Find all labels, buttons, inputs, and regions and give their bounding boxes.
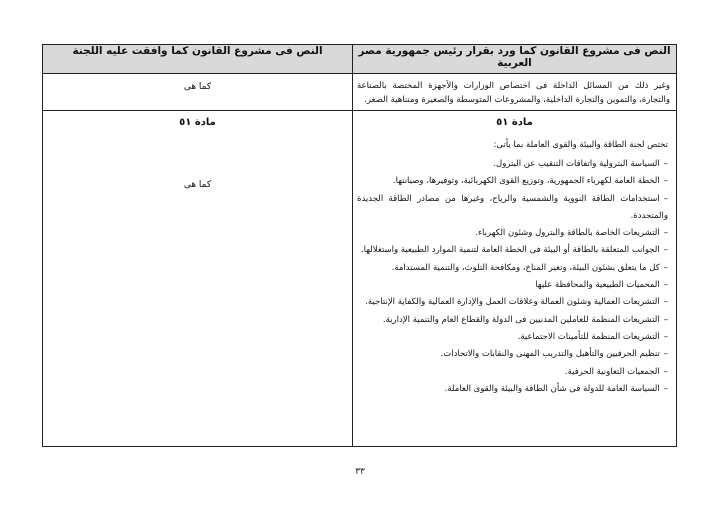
list-item — [357, 173, 668, 190]
list-item — [357, 329, 668, 346]
intro-committee-text: كما هى — [183, 82, 212, 92]
list-item — [357, 381, 668, 398]
table-row — [43, 74, 677, 111]
list-item — [357, 191, 668, 226]
article-items-list — [357, 156, 668, 398]
intro-original-text: وغير ذلك من المسائل الداخلة فى اختصاص الوزارات والأجهزة المختصة بالصناعة والتجارة، والتموين والتجارة الداخلية، والمشروعات المتوسطة والصغيرة ومتناهية الصغر. — [357, 81, 670, 105]
article-original-cell — [353, 111, 677, 447]
dash-bullet: – — [663, 297, 668, 308]
list-item — [357, 346, 668, 363]
list-item-text: تنظيم الحرفيين والتأهيل والتدريب المهنى والنقابات والاتحادات. — [440, 349, 660, 360]
list-item-text: استخدامات الطاقة النووية والشمسية والرياح، وغيرها من مصادر الطاقة الجديدة والمتجددة. — [357, 193, 668, 221]
list-item — [357, 294, 668, 311]
dash-bullet: – — [663, 314, 668, 325]
list-item — [357, 277, 668, 294]
table-header-row — [43, 45, 677, 74]
article-lead: تختص لجنة الطاقة والبيئة والقوى العاملة بما يأتى: — [493, 140, 668, 150]
dash-bullet: – — [663, 349, 668, 360]
list-item-text: السياسة البترولية واتفاقات التنقيب عن البترول. — [493, 159, 660, 169]
dash-bullet: – — [663, 245, 668, 256]
article-committee-cell — [43, 111, 353, 447]
list-item — [357, 242, 668, 259]
dash-bullet: – — [663, 331, 668, 342]
table-row — [43, 111, 677, 447]
list-item-text: كل ما يتعلق بشئون البيئة، وتغير المناخ، ومكافحة التلوث، والتنمية المستدامة. — [391, 262, 660, 273]
page-number: ٣٣ — [355, 467, 365, 477]
list-item — [357, 225, 668, 242]
list-item — [357, 364, 668, 381]
list-item-text: المحميات الطبيعية والمحافظة عليها — [535, 280, 660, 291]
article-committee-text: كما هى — [183, 180, 212, 190]
article-title-committee: مادة ٥١ — [179, 117, 216, 128]
intro-committee-cell — [43, 74, 353, 111]
list-item — [357, 156, 668, 173]
header-original-text: النص فى مشروع القانون كما ورد بقرار رئيس جمهورية مصر العربية — [353, 45, 677, 74]
list-item-text: الخطة العامة لكهرباء الجمهورية، وتوزيع القوى الكهربائية، وتوفيرها، وصيانتها. — [392, 176, 660, 187]
dash-bullet: – — [663, 159, 668, 169]
dash-bullet: – — [663, 262, 668, 273]
list-item-text: الجوانب المتعلقة بالطاقة أو البيئة فى الخطة العامة لتنمية الموارد الطبيعية واستغلالها. — [360, 245, 660, 256]
dash-bullet: – — [663, 228, 668, 239]
dash-bullet: – — [663, 176, 668, 187]
article-title-original: مادة ٥١ — [496, 117, 533, 128]
dash-bullet: – — [663, 383, 668, 394]
list-item-text: التشريعات المنظمة للتأمينات الاجتماعية. — [517, 331, 660, 342]
comparison-table — [42, 44, 677, 447]
dash-bullet: – — [663, 280, 668, 291]
header-committee-text: النص فى مشروع القانون كما وافقت عليه اللجنة — [43, 45, 353, 74]
intro-original-cell — [353, 74, 677, 111]
list-item-text: السياسة العامة للدولة فى شأن الطاقة والبيئة والقوى العاملة. — [444, 383, 660, 394]
list-item-text: التشريعات العمالية وشئون العمالة وعلاقات العمل والإدارة العمالية والكفاية الإنتاجية. — [365, 297, 660, 308]
list-item-text: الجمعيات التعاونية الحرفية. — [564, 366, 660, 377]
dash-bullet: – — [663, 366, 668, 377]
list-item-text: التشريعات المنظمة للعاملين المدنيين فى الدولة والقطاع العام والتنمية الإدارية. — [382, 314, 660, 325]
list-item — [357, 312, 668, 329]
list-item-text: التشريعات الخاصة بالطاقة والبترول وشئون الكهرباء. — [475, 228, 660, 239]
dash-bullet: – — [663, 193, 668, 204]
list-item — [357, 260, 668, 277]
